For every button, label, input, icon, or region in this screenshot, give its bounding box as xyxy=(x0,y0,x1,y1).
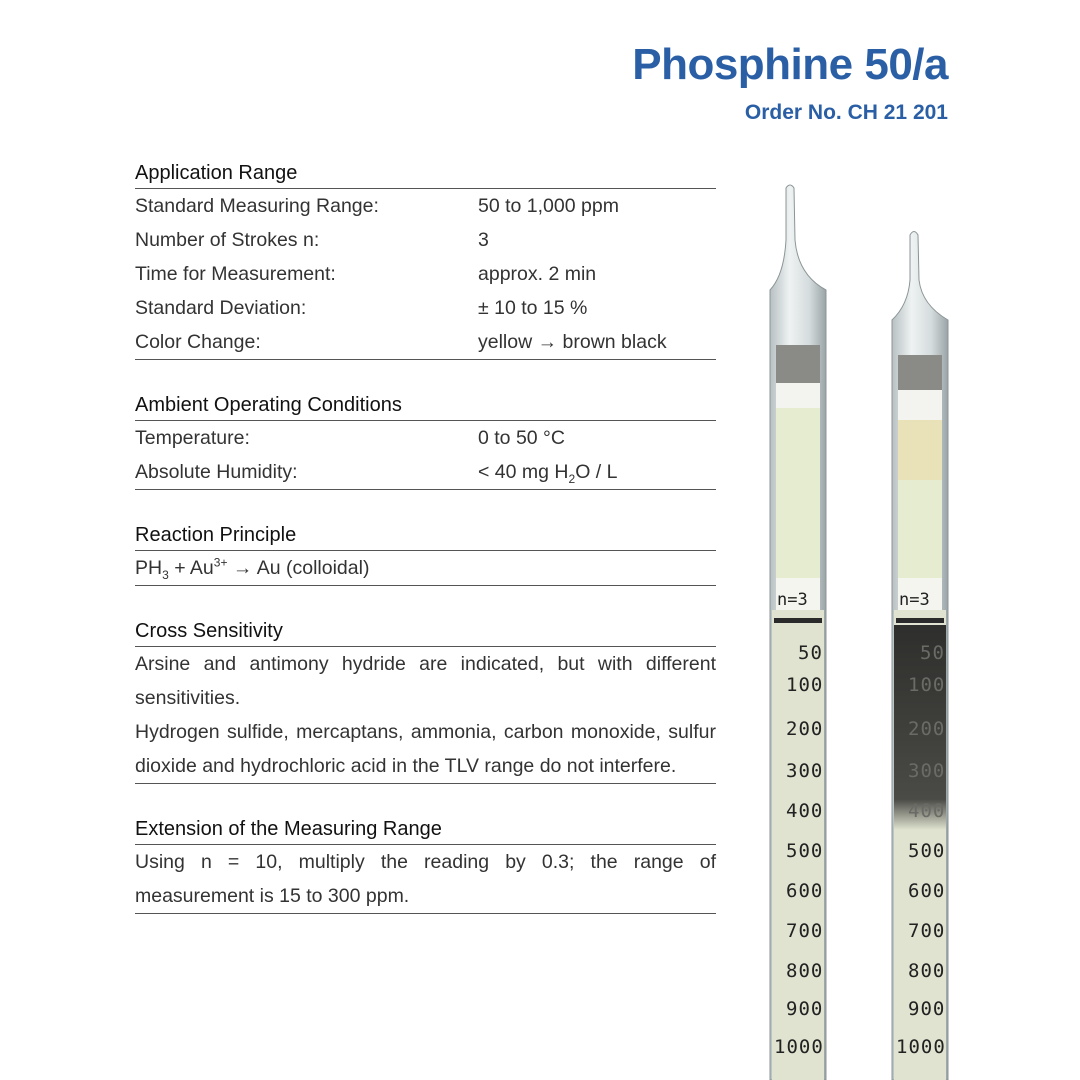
tube-glass-image xyxy=(764,180,834,1080)
spec-label: Standard Measuring Range: xyxy=(135,195,379,217)
cross-sensitivity-text xyxy=(135,647,716,783)
scale-mark-label: 500 xyxy=(786,840,824,862)
scale-mark-label: 200 xyxy=(786,718,824,740)
spec-label: Time for Measurement: xyxy=(135,263,336,285)
formula-part: PH xyxy=(135,557,163,579)
spec-label: Number of Strokes n: xyxy=(135,229,320,251)
scale-mark-label: 1000 xyxy=(774,1036,824,1058)
section-heading: Ambient Operating Conditions xyxy=(135,390,716,421)
reaction-formula xyxy=(135,551,716,585)
paragraph: Hydrogen sulfide, mercaptans, ammonia, carbon monoxide, sulfur dioxide and hydrochloric acid in the TLV range do not interfere. xyxy=(135,721,716,777)
superscript: 3+ xyxy=(213,555,228,570)
scale-mark-label: 100 xyxy=(908,674,946,696)
spec-row xyxy=(135,189,716,223)
section-heading: Application Range xyxy=(135,158,716,189)
spec-row xyxy=(135,325,716,359)
subscript: 2 xyxy=(568,471,576,486)
spec-value xyxy=(478,455,716,489)
scale-mark-label: 800 xyxy=(786,960,824,982)
section-heading: Reaction Principle xyxy=(135,520,716,551)
spec-value: 3 xyxy=(478,229,489,251)
section-application-range xyxy=(135,158,716,360)
section-heading: Cross Sensitivity xyxy=(135,616,716,647)
scale-mark-label: 900 xyxy=(908,998,946,1020)
extension-text xyxy=(135,845,716,913)
formula-part: → Au (colloidal) xyxy=(227,557,370,579)
section-ambient-conditions xyxy=(135,390,716,490)
scale-mark-label: 200 xyxy=(908,718,946,740)
section-cross-sensitivity xyxy=(135,616,716,784)
scale-mark-label: 600 xyxy=(908,880,946,902)
scale-mark-label: 300 xyxy=(908,760,946,782)
strokes-label: n=3 xyxy=(777,590,808,610)
scale-mark-label: 1000 xyxy=(896,1036,946,1058)
scale-mark-label: 700 xyxy=(786,920,824,942)
spec-value: 0 to 50 °C xyxy=(478,427,565,449)
spec-value: yellow → brown black xyxy=(478,331,667,353)
spec-label: Standard Deviation: xyxy=(135,297,307,319)
scale-mark-label: 900 xyxy=(786,998,824,1020)
tube-glass-image xyxy=(886,180,956,1080)
order-number: Order No. CH 21 201 xyxy=(744,101,948,124)
spec-row xyxy=(135,421,716,455)
spec-value: 50 to 1,000 ppm xyxy=(478,195,619,217)
spec-content xyxy=(135,158,716,944)
scale-mark-label: 300 xyxy=(786,760,824,782)
subscript: 3 xyxy=(162,567,169,582)
spec-row xyxy=(135,223,716,257)
page-title: Phosphine 50/a xyxy=(632,40,948,89)
scale-mark-label: 50 xyxy=(798,642,823,664)
spec-value: approx. 2 min xyxy=(478,263,597,285)
scale-mark-label: 400 xyxy=(786,800,824,822)
spec-value: ± 10 to 15 % xyxy=(478,297,588,319)
spec-row xyxy=(135,257,716,291)
spec-row xyxy=(135,455,716,489)
spec-label: Absolute Humidity: xyxy=(135,461,298,483)
humidity-value-part: O / L xyxy=(575,461,618,483)
section-extension xyxy=(135,814,716,914)
strokes-label: n=3 xyxy=(899,590,930,610)
section-heading: Extension of the Measuring Range xyxy=(135,814,716,845)
scale-mark-label: 600 xyxy=(786,880,824,902)
scale-mark-label: 700 xyxy=(908,920,946,942)
scale-mark-label: 500 xyxy=(908,840,946,862)
scale-mark-label: 800 xyxy=(908,960,946,982)
humidity-value-part: < 40 mg H xyxy=(478,461,569,483)
paragraph: Arsine and antimony hydride are indicated, but with different sensitivities. xyxy=(135,653,716,709)
spec-row xyxy=(135,291,716,325)
scale-mark-label: 400 xyxy=(908,800,946,822)
paragraph: Using n = 10, multiply the reading by 0.3; the range of measurement is 15 to 300 ppm. xyxy=(135,851,716,907)
formula-text xyxy=(135,551,369,585)
formula-part: + Au xyxy=(168,557,214,579)
section-reaction-principle xyxy=(135,520,716,586)
spec-label: Temperature: xyxy=(135,427,250,449)
scale-mark-label: 100 xyxy=(786,674,824,696)
scale-mark-label: 50 xyxy=(920,642,945,664)
spec-label: Color Change: xyxy=(135,331,261,353)
